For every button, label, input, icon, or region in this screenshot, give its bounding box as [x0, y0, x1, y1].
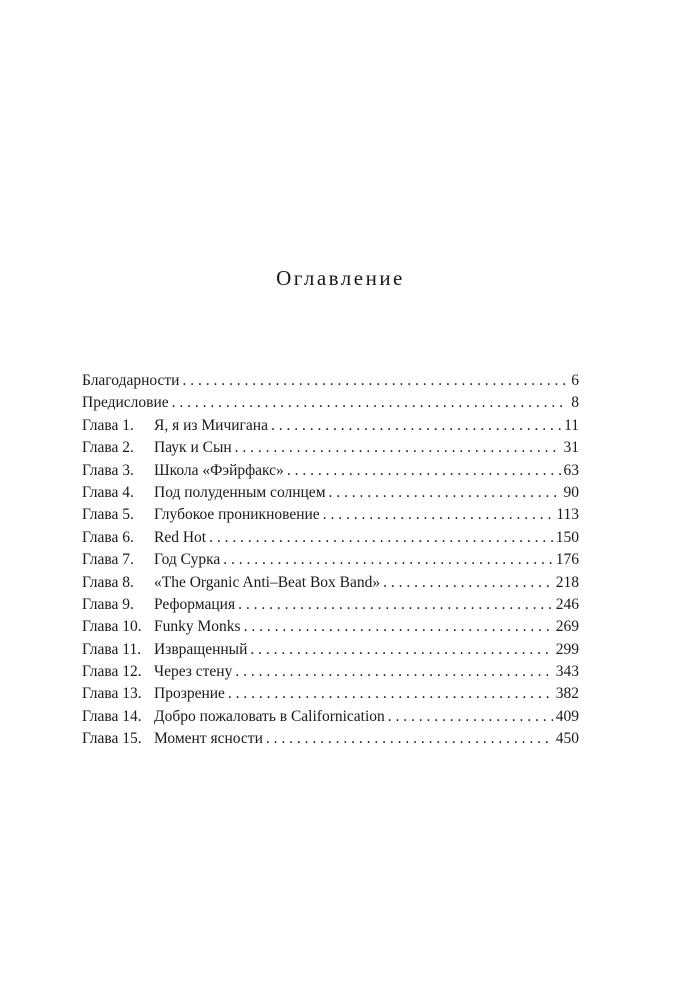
toc-entry-chapter-12: [82, 661, 579, 683]
toc-entry-title: Год Сурка: [154, 551, 221, 569]
dot-leader: [172, 392, 566, 414]
dot-leader: [182, 370, 566, 392]
toc-entry-title: Funky Monks: [154, 618, 241, 636]
toc-entry-chapter-11: [82, 639, 579, 661]
dot-leader: [329, 482, 561, 504]
toc-entry-title: Извращенный: [154, 640, 248, 658]
toc-entry-chapter-number: Глава 13.: [82, 685, 142, 703]
toc-entry-page: 63: [563, 461, 579, 479]
dot-leader: [287, 460, 561, 482]
toc-entry-chapter-number: Глава 4.: [82, 483, 134, 501]
dot-leader: [266, 728, 553, 750]
toc-entry-page: 11: [564, 416, 579, 434]
toc-entry-title: Благодарности: [82, 372, 180, 389]
toc-entry-chapter-number: Глава 6.: [82, 528, 134, 546]
toc-entry-title: Red Hot: [154, 528, 207, 546]
toc-entry-page: 150: [555, 528, 579, 546]
dot-leader: [223, 549, 552, 571]
toc-entry-chapter-7: [82, 549, 579, 571]
toc-entry-chapter-number: Глава 14.: [82, 707, 142, 725]
toc-entry-chapter-number: Глава 15.: [82, 730, 142, 748]
toc-entry-page: 450: [555, 730, 579, 748]
toc-entry-page: 246: [555, 595, 579, 613]
table-of-contents: [82, 370, 579, 751]
toc-entry-page: 299: [555, 640, 579, 658]
toc-entry-title: Момент ясности: [154, 730, 263, 748]
toc-entry-chapter-3: [82, 460, 579, 482]
toc-entry-title: Под полуденным солнцем: [154, 483, 326, 501]
toc-entry-title: «The Organic Anti–Beat Box Band»: [154, 573, 381, 591]
toc-entry-title: Реформация: [154, 595, 236, 613]
toc-entry-page: 8: [571, 394, 579, 412]
page-title: Оглавление: [276, 266, 405, 290]
toc-entry-chapter-6: [82, 527, 579, 549]
toc-entry-chapter-5: [82, 504, 579, 526]
toc-entry-page: 343: [555, 663, 579, 681]
dot-leader: [228, 683, 553, 705]
dot-leader: [235, 661, 552, 683]
toc-entry-page: 6: [571, 372, 579, 389]
toc-entry-chapter-14: [82, 706, 579, 728]
dot-leader: [271, 415, 561, 437]
dot-leader: [244, 616, 553, 638]
toc-entry-chapter-number: Глава 9.: [82, 595, 134, 613]
toc-entry-chapter-number: Глава 10.: [82, 618, 142, 636]
toc-entry-chapter-13: [82, 683, 579, 705]
toc-entry-page: 382: [555, 685, 579, 703]
dot-leader: [235, 437, 561, 459]
toc-entry-chapter-number: Глава 2.: [82, 439, 134, 457]
toc-entry-chapter-15: [82, 728, 579, 750]
toc-entry-title: Прозрение: [154, 685, 225, 703]
toc-entry-title: Предисловие: [82, 394, 169, 412]
toc-entry-chapter-1: [82, 415, 579, 437]
toc-entry-title: Глубокое проникновение: [154, 506, 320, 524]
toc-entry-page: 409: [555, 707, 579, 725]
toc-entry-preface: [82, 392, 579, 414]
dot-leader: [388, 706, 553, 728]
dot-leader: [209, 527, 553, 549]
toc-entry-page: 31: [563, 439, 579, 457]
toc-entry-chapter-number: Глава 1.: [82, 416, 134, 434]
toc-entry-title: Добро пожаловать в Californication: [154, 707, 385, 725]
dot-leader: [250, 639, 552, 661]
toc-entry-title: Школа «Фэйрфакс»: [154, 461, 284, 479]
toc-entry-title: Я, я из Мичигана: [154, 416, 268, 434]
dot-leader: [383, 572, 553, 594]
toc-entry-chapter-number: Глава 3.: [82, 461, 134, 479]
toc-entry-page: 176: [555, 551, 579, 569]
toc-entry-chapter-number: Глава 8.: [82, 573, 134, 591]
toc-entry-chapter-8: [82, 572, 579, 594]
toc-entry-chapter-number: Глава 11.: [82, 640, 142, 658]
toc-entry-page: 90: [563, 483, 579, 501]
toc-entry-chapter-number: Глава 5.: [82, 506, 134, 524]
toc-entry-chapter-number: Глава 7.: [82, 551, 134, 569]
toc-entry-page: 113: [556, 506, 579, 524]
toc-entry-chapter-4: [82, 482, 579, 504]
toc-entry-title: Паук и Сын: [154, 439, 232, 457]
toc-entry-chapter-10: [82, 616, 579, 638]
dot-leader: [323, 504, 554, 526]
toc-entry-chapter-9: [82, 594, 579, 616]
toc-entry-page: 269: [555, 618, 579, 636]
toc-entry-title: Через стену: [154, 663, 233, 681]
toc-entry-chapter-2: [82, 437, 579, 459]
toc-entry-chapter-number: Глава 12.: [82, 663, 142, 681]
toc-entry-acknowledgements: [82, 370, 579, 392]
dot-leader: [238, 594, 553, 616]
toc-entry-page: 218: [555, 573, 579, 591]
